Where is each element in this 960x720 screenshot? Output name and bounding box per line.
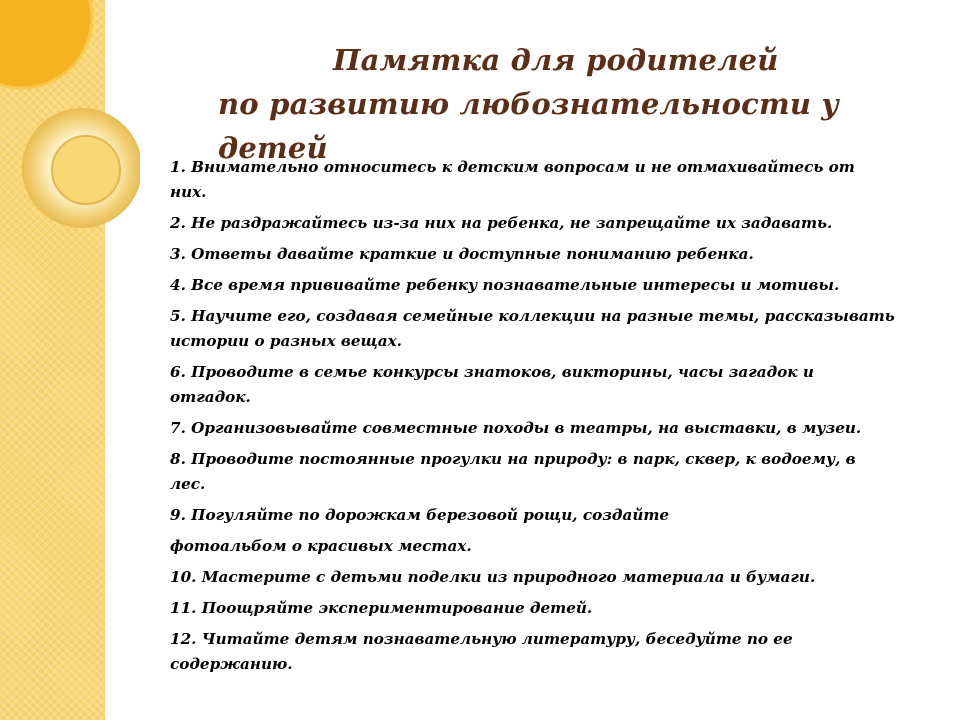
advice-item-8-line-1: 8. Проводите постоянные прогулки на природу: в парк, сквер, к водоему, в (170, 450, 856, 468)
advice-item-5-line-2: истории о разных вещах. (170, 332, 402, 350)
advice-item-12-line-1: 12. Читайте детям познавательную литературу, беседуйте по ее (170, 630, 793, 648)
advice-item-12-line-2: содержанию. (170, 655, 293, 673)
advice-item-3 (170, 242, 930, 267)
advice-item-6-line-1: 6. Проводите в семье конкурсы знатоков, викторины, часы загадок и (170, 363, 814, 381)
advice-item-9-continued-line-1: фотоальбом о красивых местах. (170, 537, 472, 555)
advice-item-4 (170, 273, 930, 298)
advice-item-7 (170, 416, 930, 441)
advice-item-7-line-1: 7. Организовывайте совместные походы в театры, на выставки, в музеи. (170, 419, 862, 437)
advice-item-11-line-1: 11. Поощряйте экспериментирование детей. (170, 599, 593, 617)
advice-item-4-line-1: 4. Все время прививайте ребенку познавательные интересы и мотивы. (170, 276, 840, 294)
advice-item-10-line-1: 10. Мастерите с детьми поделки из природного материала и бумаги. (170, 568, 816, 586)
advice-item-9-continued (170, 534, 930, 559)
advice-item-12 (170, 627, 930, 677)
advice-item-6-line-2: отгадок. (170, 388, 251, 406)
advice-item-2 (170, 211, 930, 236)
advice-item-2-line-1: 2. Не раздражайтесь из-за них на ребенка, не запрещайте их задавать. (170, 214, 833, 232)
title-line-1: Памятка для родителей (333, 43, 779, 77)
advice-item-9 (170, 503, 930, 528)
orange-circle-decoration (0, 0, 92, 88)
advice-item-10 (170, 565, 930, 590)
advice-item-5 (170, 304, 930, 354)
advice-list (170, 155, 930, 683)
advice-item-8 (170, 447, 930, 497)
advice-item-6 (170, 360, 930, 410)
advice-item-9-line-1: 9. Погуляйте по дорожкам березовой рощи, создайте (170, 506, 670, 524)
advice-item-1-line-1: 1. Внимательно относитесь к детским вопросам и не отмахивайтесь от (170, 158, 855, 176)
decorative-circles-graphic (0, 0, 140, 260)
title-line-2: по развитию любознательности у детей (218, 87, 839, 165)
advice-item-8-line-2: лес. (170, 475, 206, 493)
advice-item-11 (170, 596, 930, 621)
advice-item-1 (170, 155, 930, 205)
page-title (200, 38, 920, 170)
advice-item-3-line-1: 3. Ответы давайте краткие и доступные пониманию ребенка. (170, 245, 754, 263)
advice-item-1-line-2: них. (170, 183, 207, 201)
advice-item-5-line-1: 5. Научите его, создавая семейные коллекции на разные темы, рассказывать (170, 307, 895, 325)
